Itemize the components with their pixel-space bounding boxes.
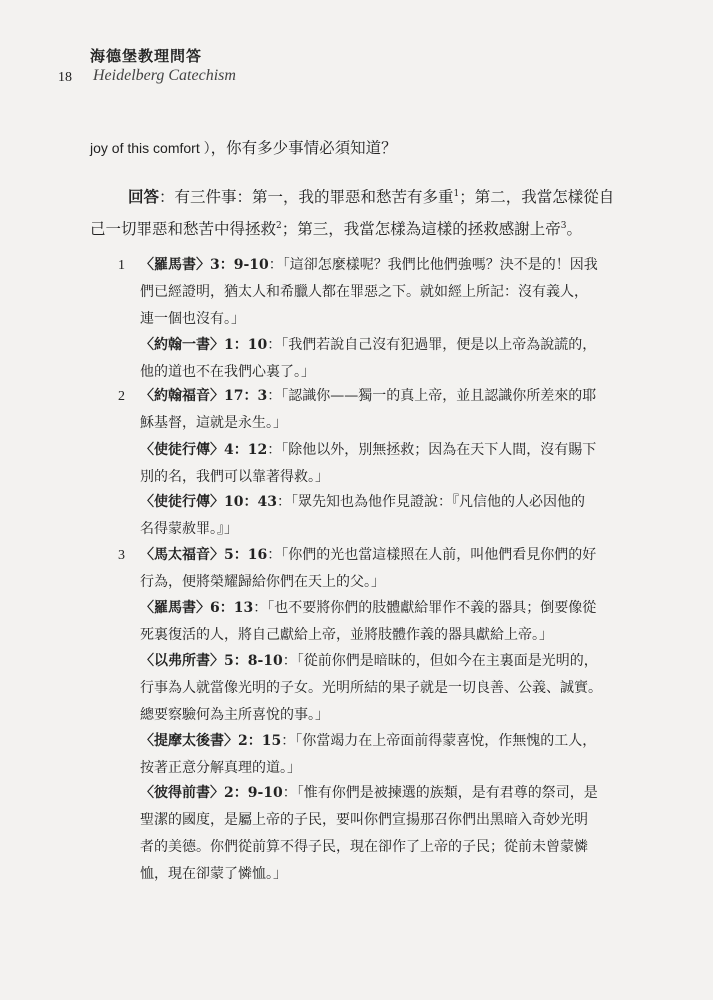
- answer-paragraph: [90, 180, 620, 244]
- scripture-reference: [140, 780, 660, 888]
- scripture-reference: [140, 728, 660, 782]
- scripture-reference: [140, 252, 660, 333]
- answer-label: 回答: [128, 187, 160, 206]
- scripture-text: 總要察驗何為主所喜悅的事。」: [140, 707, 329, 723]
- scripture-reference: [140, 595, 660, 649]
- scripture-citation: 〈彼得前書〉2：9-10: [140, 785, 283, 801]
- scripture-text: 死裏復活的人，將自己獻給上帝，並將肢體作義的器具獻給上帝。」: [140, 627, 553, 643]
- scripture-citation: 〈提摩太後書〉2：15: [140, 733, 282, 749]
- book-title: 海德堡教理問答: [90, 47, 203, 65]
- scripture-text: 連一個也沒有。」: [140, 311, 245, 327]
- scripture-citation: 〈羅馬書〉6：13: [140, 600, 254, 616]
- question-tail-en: joy of this comfort ）: [90, 140, 211, 156]
- scripture-text: 聖潔的國度，是屬上帝的子民，要叫你們宣揚那召你們出黑暗入奇妙光明: [140, 812, 588, 828]
- scripture-citation: 〈馬太福音〉5：16: [140, 547, 268, 563]
- scripture-text: ：「惟有你們是被揀選的族類，是有君尊的祭司，是: [282, 785, 598, 801]
- scripture-text: ：「眾先知也為他作見證說：『凡信他的人必因他的: [276, 494, 585, 510]
- scripture-text: 恤，現在卻蒙了憐恤。」: [140, 866, 287, 882]
- scripture-citation: 〈約翰福音〉17：3: [140, 388, 268, 404]
- page-number: 18: [58, 70, 72, 85]
- scripture-reference: [140, 542, 660, 596]
- scripture-reference: [140, 332, 660, 386]
- scripture-text: 者的美德。你們從前算不得子民，現在卻作了上帝的子民；從前未曾蒙憐: [140, 839, 588, 855]
- answer-text: ；第三，我當怎樣為這樣的拯救感謝上帝: [281, 220, 561, 238]
- scripture-text: 他的道也不在我們心裏了。」: [140, 364, 315, 380]
- scripture-text: ：「從前你們是暗昧的，但如今在主裏面是光明的，: [282, 653, 598, 669]
- scripture-text: 穌基督，這就是永生。」: [140, 415, 287, 431]
- scripture-text: ：「也不要將你們的肢體獻給罪作不義的器具；倒要像從: [253, 600, 597, 616]
- scripture-text: 按著正意分解真理的道。」: [140, 760, 301, 776]
- scripture-text: ：「認識你——獨一的真上帝，並且認識你所差來的耶: [267, 388, 597, 404]
- footnote-mark: 2: [276, 221, 282, 231]
- footnote-number: 1: [118, 258, 125, 273]
- scripture-citation: 〈使徒行傳〉10：43: [140, 494, 277, 510]
- scripture-reference: [140, 437, 660, 491]
- scripture-reference: [140, 648, 660, 729]
- scripture-text: ：「除他以外，別無拯救；因為在天下人間，沒有賜下: [267, 442, 597, 458]
- scripture-citation: 〈以弗所書〉5：8-10: [140, 653, 283, 669]
- scripture-text: ：「你們的光也當這樣照在人前，叫他們看見你們的好: [267, 547, 597, 563]
- answer-text: ；第二，我當怎樣從自: [459, 188, 615, 206]
- footnote-mark: 3: [560, 221, 567, 231]
- scripture-reference: [140, 383, 660, 437]
- book-subtitle: Heidelberg Catechism: [93, 67, 236, 84]
- scripture-citation: 〈約翰一書〉1：10: [140, 337, 268, 353]
- footnote-number: 2: [118, 389, 125, 404]
- answer-text: ：有三件事：第一，我的罪惡和愁苦有多重: [159, 188, 454, 206]
- scripture-text: ：「你當竭力在上帝面前得蒙喜悅，作無愧的工人，: [281, 733, 597, 749]
- scripture-citation: 〈羅馬書〉3：9-10: [140, 257, 269, 273]
- answer-text: 己一切罪惡和愁苦中得拯救: [90, 220, 277, 238]
- scripture-citation: 〈使徒行傳〉4：12: [140, 442, 268, 458]
- scripture-text: ：「這卻怎麼樣呢？我們比他們強嗎？決不是的！因我: [268, 257, 598, 273]
- scripture-reference: [140, 489, 660, 543]
- question-tail-zh: ，你有多少事情必須知道？: [210, 139, 397, 157]
- scripture-text: 們已經證明，猶太人和希臘人都在罪惡之下。就如經上所記：沒有義人，: [140, 284, 588, 300]
- question-tail: [90, 134, 620, 163]
- scripture-text: 行為，便將榮耀歸給你們在天上的父。」: [140, 574, 385, 590]
- answer-text: 。: [566, 220, 583, 238]
- scripture-text: 名得蒙赦罪。』」: [140, 521, 238, 537]
- scripture-text: 別的名，我們可以靠著得救。」: [140, 469, 329, 485]
- scripture-text: ：「我們若說自己沒有犯過罪，便是以上帝為說謊的，: [267, 337, 597, 353]
- footnote-number: 3: [118, 548, 125, 563]
- footnote-mark: 1: [453, 189, 460, 199]
- scripture-text: 行事為人就當像光明的子女。光明所結的果子就是一切良善、公義、誠實。: [140, 680, 602, 696]
